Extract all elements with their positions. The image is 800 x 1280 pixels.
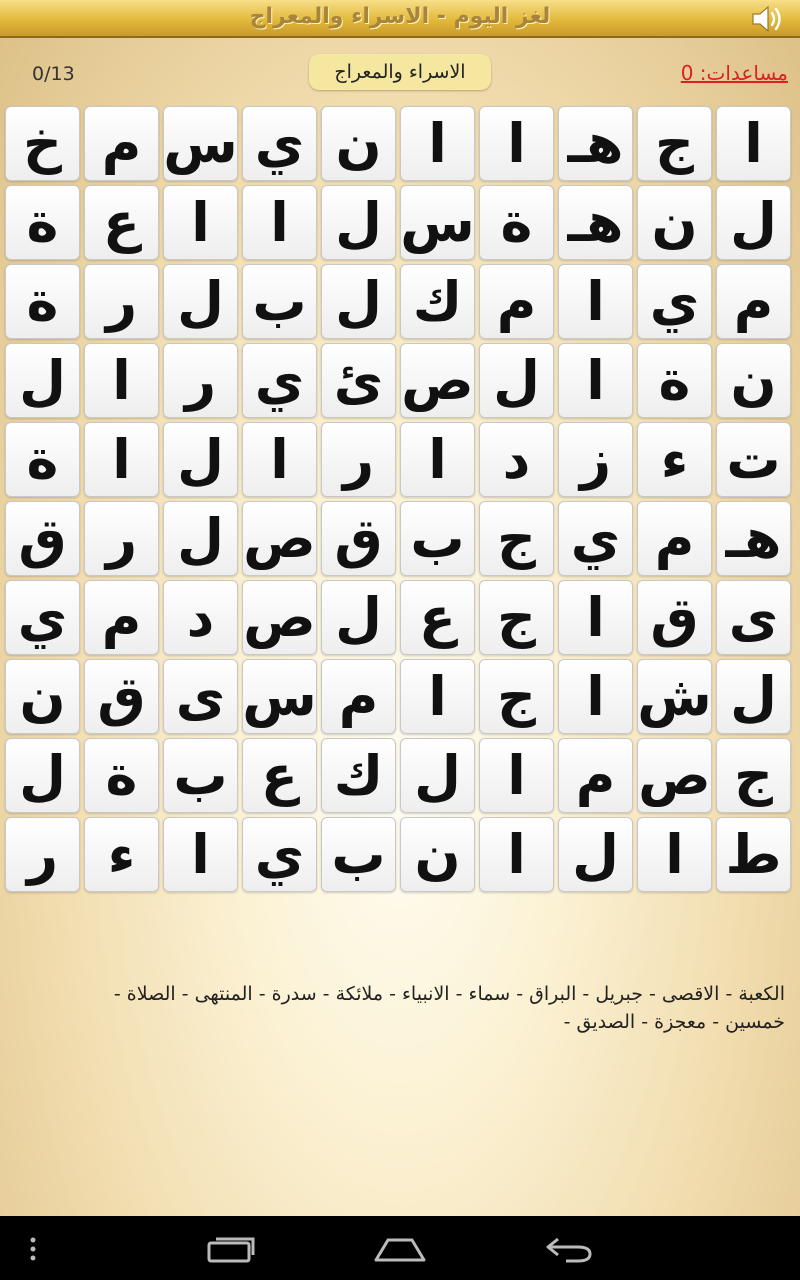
letter-cell[interactable]: ر — [84, 501, 159, 576]
letter-cell[interactable]: ش — [637, 659, 712, 734]
letter-cell[interactable]: ى — [716, 580, 791, 655]
letter-cell[interactable]: ت — [716, 422, 791, 497]
letter-cell[interactable]: ع — [242, 738, 317, 813]
letter-cell[interactable]: ل — [716, 185, 791, 260]
letter-cell[interactable]: ق — [321, 501, 396, 576]
letter-cell[interactable]: ع — [84, 185, 159, 260]
letter-cell[interactable]: خ — [5, 106, 80, 181]
letter-cell[interactable]: ج — [479, 580, 554, 655]
letter-cell[interactable]: ء — [84, 817, 159, 892]
letter-cell[interactable]: ر — [321, 422, 396, 497]
letter-cell[interactable]: ل — [163, 422, 238, 497]
speaker-icon[interactable] — [750, 4, 784, 34]
letter-cell[interactable]: ص — [400, 343, 475, 418]
letter-grid[interactable] — [5, 106, 795, 896]
back-icon[interactable] — [544, 1234, 594, 1264]
letter-cell[interactable]: ر — [84, 264, 159, 339]
letter-cell[interactable]: ن — [716, 343, 791, 418]
app-title: لغز اليوم - الاسراء والمعراج — [249, 4, 551, 29]
letter-cell[interactable]: ج — [716, 738, 791, 813]
menu-icon[interactable] — [26, 1236, 40, 1262]
letter-cell[interactable]: ا — [558, 659, 633, 734]
letter-cell[interactable]: ا — [558, 580, 633, 655]
letter-cell[interactable]: ا — [558, 264, 633, 339]
letter-cell[interactable]: ل — [400, 738, 475, 813]
letter-cell[interactable]: ا — [637, 817, 712, 892]
letter-cell[interactable]: ئ — [321, 343, 396, 418]
letter-cell[interactable]: ل — [321, 264, 396, 339]
letter-cell[interactable]: ق — [84, 659, 159, 734]
letter-cell[interactable]: ء — [637, 422, 712, 497]
letter-cell[interactable]: ل — [163, 264, 238, 339]
letter-cell[interactable]: ا — [479, 817, 554, 892]
letter-cell[interactable]: ل — [479, 343, 554, 418]
letter-cell[interactable]: ن — [5, 659, 80, 734]
found-counter: 0/13 — [32, 63, 75, 85]
letter-cell[interactable]: ر — [5, 817, 80, 892]
letter-cell[interactable]: ب — [321, 817, 396, 892]
letter-cell[interactable]: ر — [163, 343, 238, 418]
letter-cell[interactable]: م — [479, 264, 554, 339]
letter-cell[interactable]: ة — [637, 343, 712, 418]
letter-cell[interactable]: ا — [558, 343, 633, 418]
letter-cell[interactable]: ة — [5, 264, 80, 339]
letter-cell[interactable]: د — [479, 422, 554, 497]
word-list-line: خمسين - معجزة - الصديق - — [563, 1011, 785, 1033]
letter-cell[interactable]: ق — [5, 501, 80, 576]
letter-cell[interactable]: ي — [242, 817, 317, 892]
letter-cell[interactable]: ل — [558, 817, 633, 892]
letter-cell[interactable]: ا — [479, 738, 554, 813]
top-bar — [0, 0, 800, 38]
home-icon[interactable] — [372, 1234, 428, 1264]
letter-cell[interactable]: ز — [558, 422, 633, 497]
letter-cell[interactable]: م — [637, 501, 712, 576]
letter-cell[interactable]: ا — [400, 422, 475, 497]
letter-cell[interactable]: ا — [163, 817, 238, 892]
letter-cell[interactable]: س — [400, 185, 475, 260]
letter-cell[interactable]: ع — [400, 580, 475, 655]
letter-cell[interactable]: ل — [5, 738, 80, 813]
letter-cell[interactable]: ج — [479, 659, 554, 734]
letter-cell[interactable]: ا — [716, 106, 791, 181]
hints-button[interactable]: مساعدات: 0 — [680, 61, 788, 85]
letter-cell[interactable]: هـ — [558, 106, 633, 181]
letter-cell[interactable]: ج — [479, 501, 554, 576]
letter-cell[interactable]: ب — [163, 738, 238, 813]
letter-cell[interactable]: ل — [163, 501, 238, 576]
navigation-bar — [0, 1216, 800, 1280]
word-list — [52, 980, 785, 1036]
letter-cell[interactable]: ن — [321, 106, 396, 181]
letter-cell[interactable]: م — [558, 738, 633, 813]
letter-cell[interactable]: ط — [716, 817, 791, 892]
letter-cell[interactable]: هـ — [558, 185, 633, 260]
letter-cell[interactable]: ة — [479, 185, 554, 260]
letter-cell[interactable]: ق — [637, 580, 712, 655]
letter-cell[interactable]: ب — [242, 264, 317, 339]
letter-cell[interactable]: ص — [637, 738, 712, 813]
letter-cell[interactable]: ص — [242, 501, 317, 576]
letter-cell[interactable]: ب — [400, 501, 475, 576]
letter-cell[interactable]: ي — [242, 106, 317, 181]
letter-cell[interactable]: س — [242, 659, 317, 734]
letter-cell[interactable]: ن — [637, 185, 712, 260]
letter-cell[interactable]: م — [716, 264, 791, 339]
letter-cell[interactable]: م — [321, 659, 396, 734]
letter-cell[interactable]: ك — [400, 264, 475, 339]
letter-cell[interactable]: ة — [5, 422, 80, 497]
letter-cell[interactable]: د — [163, 580, 238, 655]
letter-cell[interactable]: ى — [163, 659, 238, 734]
letter-cell[interactable]: ص — [242, 580, 317, 655]
letter-cell[interactable]: ك — [321, 738, 396, 813]
category-title: الاسراء والمعراج — [309, 54, 491, 90]
letter-cell[interactable]: هـ — [716, 501, 791, 576]
letter-cell[interactable]: م — [84, 106, 159, 181]
letter-cell[interactable]: ل — [716, 659, 791, 734]
letter-cell[interactable]: م — [84, 580, 159, 655]
letter-cell[interactable]: ا — [400, 106, 475, 181]
letter-cell[interactable]: ل — [321, 185, 396, 260]
letter-cell[interactable]: ة — [5, 185, 80, 260]
letter-cell[interactable]: ا — [163, 185, 238, 260]
letter-cell[interactable]: ا — [400, 659, 475, 734]
letter-cell[interactable]: ل — [5, 343, 80, 418]
word-list-line: الكعبة - الاقصى - جبريل - البراق - سماء - الانبياء - ملائكة - سدرة - المنتهى - الصلاة - — [113, 983, 785, 1005]
letter-cell[interactable]: ا — [242, 185, 317, 260]
letter-cell[interactable]: ا — [84, 422, 159, 497]
letter-cell[interactable]: ج — [637, 106, 712, 181]
letter-cell[interactable]: ا — [242, 422, 317, 497]
letter-cell[interactable]: ل — [321, 580, 396, 655]
letter-cell[interactable]: س — [163, 106, 238, 181]
letter-cell[interactable]: ا — [84, 343, 159, 418]
letter-cell[interactable]: ي — [5, 580, 80, 655]
recent-apps-icon[interactable] — [206, 1234, 256, 1264]
letter-cell[interactable]: ة — [84, 738, 159, 813]
letter-cell[interactable]: ي — [558, 501, 633, 576]
letter-cell[interactable]: ا — [479, 106, 554, 181]
letter-cell[interactable]: ي — [242, 343, 317, 418]
letter-cell[interactable]: ن — [400, 817, 475, 892]
letter-cell[interactable]: ي — [637, 264, 712, 339]
